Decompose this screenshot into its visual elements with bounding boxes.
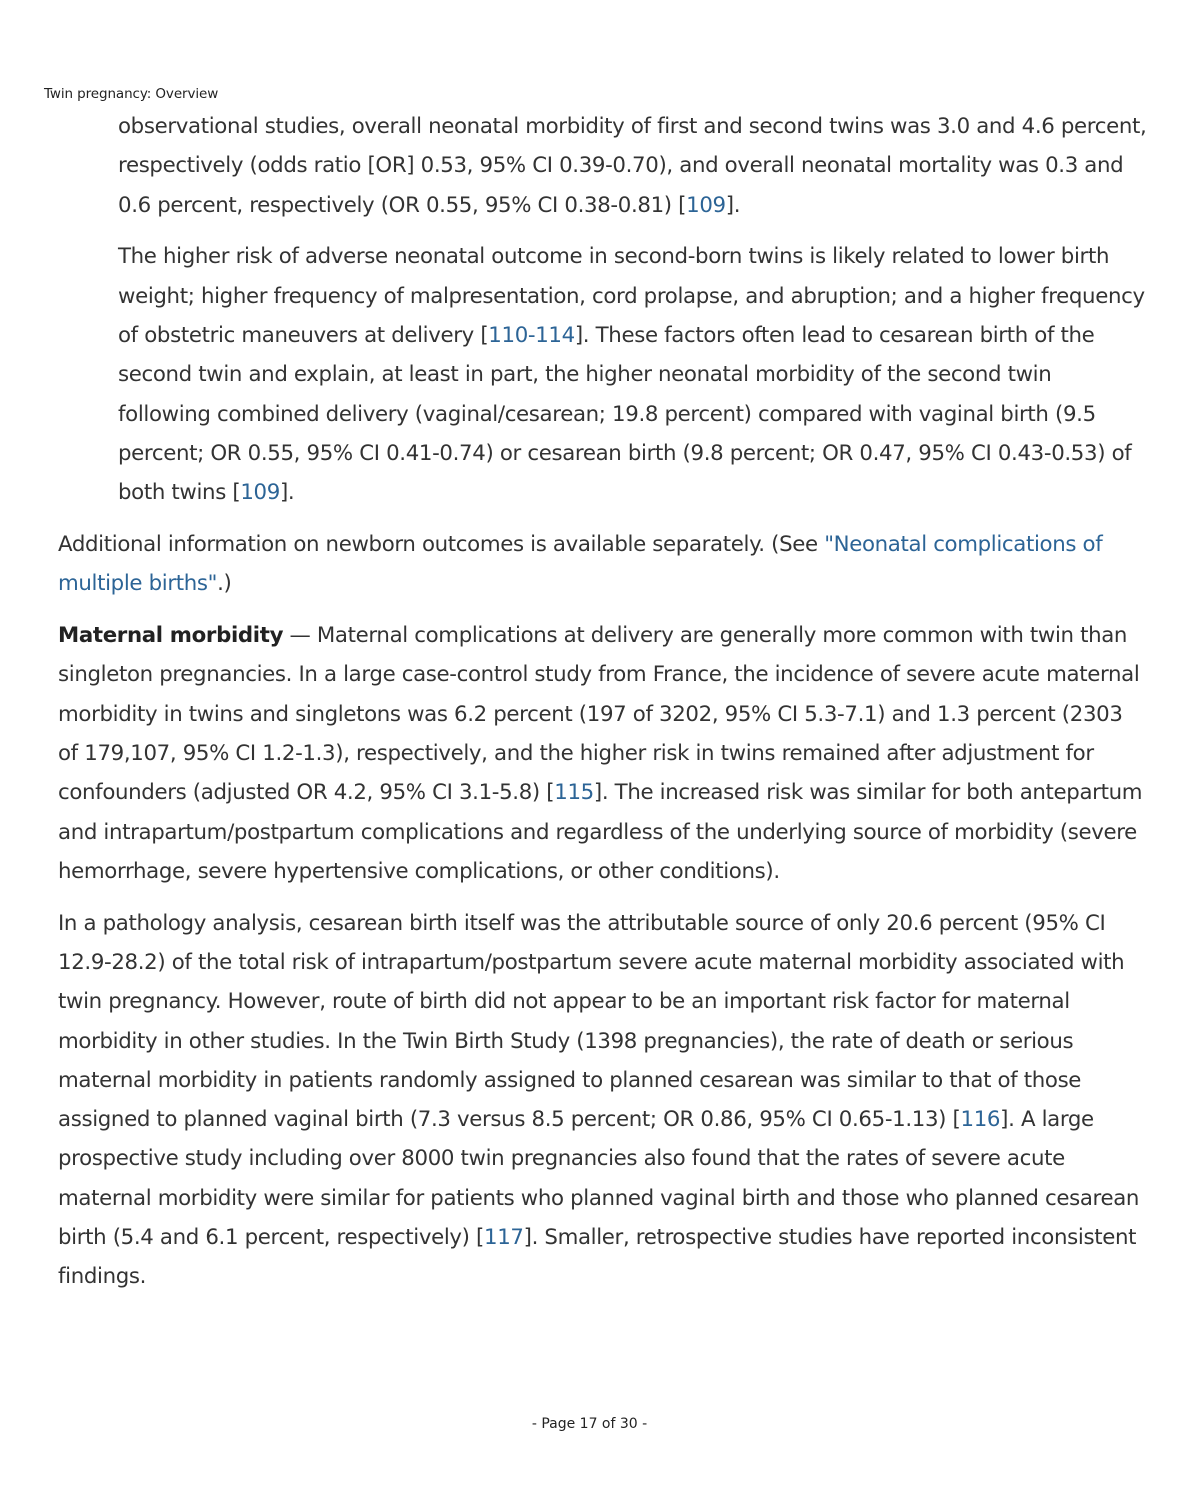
page-number: - Page 17 of 30 - xyxy=(531,1416,648,1432)
reference-link-116[interactable]: 116 xyxy=(960,1107,1001,1133)
paragraph-text: ]. A large prospective study including over 8000 twin pregnancies also found that the rates of severe acute maternal morbidity were similar for patients who planned vaginal birth and those who planned cesarean birth (5.4 and 6.1 percent, respectively) [ xyxy=(58,1107,1140,1251)
paragraph-text: ]. The increased risk was similar for both antepartum and intrapartum/postpartum complications and regardless of the underlying source of morbidity (severe hemorrhage, severe hypertensive complications, or other conditions). xyxy=(58,780,1143,884)
paragraph-text: observational studies, overall neonatal morbidity of first and second twins was 3.0 and 4.6 percent, respectively (odds ratio [OR] 0.53, 95% CI 0.39-0.70), and overall neonatal mortality was 0.3 and 0.6 percent, respectively (OR 0.55, 95% CI 0.38-0.81) [ xyxy=(118,114,1147,218)
paragraph-text: In a pathology analysis, cesarean birth itself was the attributable source of only 20.6 percent (95% CI 12.9-28.2) of the total risk of intrapartum/postpartum severe acute maternal morbidity associated with twin pregnancy. However, route of birth did not appear to be an important risk factor for maternal morbidity in other studies. In the Twin Birth Study (1398 pregnancies), the rate of death or serious maternal morbidity in patients randomly assigned to planned cesarean was similar to that of those assigned to planned vaginal birth (7.3 versus 8.5 percent; OR 0.86, 95% CI 0.65-1.13) [ xyxy=(58,910,1125,1133)
topic-link-neonatal-complications[interactable]: "Neonatal complications of multiple births" xyxy=(58,531,1103,597)
paragraph-text: — Maternal complications at delivery are generally more common with twin than singleton pregnancies. In a large case-control study from France, the incidence of severe acute maternal morbidity in twins and singletons was 6.2 percent (197 of 3202, 95% CI 5.3-7.1) and 1.3 percent (2303 of 179,107, 95% CI 1.2-1.3), respectively, and the higher risk in twins remained after adjustment for confounders (adjusted OR 4.2, 95% CI 3.1-5.8) [ xyxy=(58,623,1140,806)
reference-link-117[interactable]: 117 xyxy=(484,1225,524,1251)
paragraph-maternal-morbidity xyxy=(58,616,1148,891)
paragraph-text: ]. Smaller, retrospective studies have reported inconsistent findings. xyxy=(58,1225,1137,1290)
paragraph-second-twin-risk xyxy=(58,237,1148,512)
paragraph-pathology-analysis xyxy=(58,904,1148,1297)
paragraph-text: The higher risk of adverse neonatal outcome in second-born twins is likely related to lower birth weight; higher frequency of malpresentation, cord prolapse, and abruption; and a higher frequency of obstetric maneuvers at delivery [ xyxy=(118,244,1145,348)
reference-link-115[interactable]: 115 xyxy=(554,780,594,806)
article-body xyxy=(58,107,1148,1309)
paragraph-neonatal-morbidity-stats xyxy=(58,107,1148,225)
paragraph-text: .) xyxy=(217,571,232,597)
paragraph-text: ]. xyxy=(725,192,741,218)
paragraph-text: ]. These factors often lead to cesarean birth of the second twin and explain, at least in part, the higher neonatal morbidity of the second twin following combined delivery (vaginal/cesarean; 19.8 percent) compared with vaginal birth (9.5 percent; OR 0.55, 95% CI 0.41-0.74) or cesarean birth (9.8 percent; OR 0.47, 95% CI 0.43-0.53) of both twins [ xyxy=(118,322,1132,506)
running-header-title: Twin pregnancy: Overview xyxy=(44,86,219,102)
reference-link-109[interactable]: 109 xyxy=(686,192,726,218)
reference-link-110-114[interactable]: 110-114 xyxy=(488,322,575,348)
paragraph-text: ]. xyxy=(279,480,295,506)
section-heading-maternal-morbidity: Maternal morbidity xyxy=(58,623,284,649)
paragraph-text: Additional information on newborn outcomes is available separately. (See xyxy=(58,531,825,557)
paragraph-additional-info xyxy=(58,525,1148,604)
reference-link-109[interactable]: 109 xyxy=(240,480,280,506)
